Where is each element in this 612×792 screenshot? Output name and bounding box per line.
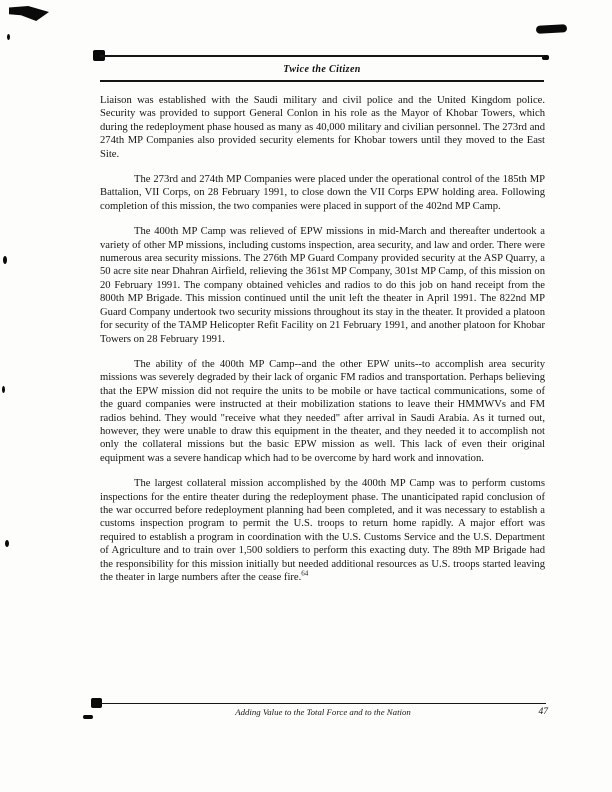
paragraph-5-text: The largest collateral mission accomplished by the 400th MP Camp was to perform customs inspections for the entire theater during the redeployment phase. The unanticipated rapid conclusion of the war occurred before redeployment planning had been completed, and it was necessary to establish a customs inspection program to permit the U.S. troops to return home rapidly. A major effort was required to establish a program in coordination with the U.S. Customs Service and the U.S. Department of Agriculture and to train over 1,500 soldiers to perform this exacting duty. The 89th MP Brigade had the responsibility for this mission initially but needed additional resources as U.S. troops started leaving the theater in large numbers after the cease fire. bbox=[100, 478, 545, 583]
paragraph-3: The 400th MP Camp was relieved of EPW missions in mid-March and thereafter undertook a variety of other MP missions, including customs inspection, area security, and law and order. There were numerous area security missions. The 276th MP Guard Company provided security at the ASP Quarry, a 50 acre site near Dhahran Airfield, relieving the 361st MP Company, 301st MP Camp, of this mission on 20 February 1991. The company obtained vehicles and radios to do this job on hand receipt from the 800th MP Brigade. This mission continued until the unit left the theater in April 1991. The 822nd MP Guard Company undertook two security missions throughout its stay in the theater. It provided a platoon for security of the TAMP Helicopter Refit Facility on 21 February 1991, and another platoon for Khobar Towers on 28 February 1991. bbox=[100, 226, 545, 345]
page-number: 47 bbox=[538, 707, 548, 717]
running-header-title: Twice the Citizen bbox=[283, 64, 361, 75]
footnote-reference: 64 bbox=[301, 569, 309, 578]
page-header bbox=[100, 55, 544, 82]
footer-rule bbox=[100, 703, 546, 704]
page-body bbox=[100, 94, 545, 584]
scan-artifact-speck bbox=[3, 256, 7, 264]
scan-artifact-speck bbox=[5, 540, 9, 547]
paragraph-4: The ability of the 400th MP Camp--and the other EPW units--to accomplish area security missions was severely degraded by their lack of organic FM radios and transportation. Perhaps believing that the EPW mission did not require the units to be mobile or have tactical communications, some of the guard companies were instructed at their mobilization stations to leave their HMMWVs and FM radios behind. They would "receive what they needed" after arrival in Saudi Arabia. As it turned out, however, they were unable to draw this equipment in the theater, and they needed it to accomplish not only the collateral missions but the basic EPW mission as well. This lack of even their original equipment was a severe handicap which had to be overcome by hard work and innovation. bbox=[100, 358, 545, 464]
running-footer-title: Adding Value to the Total Force and to the Nation bbox=[235, 707, 411, 717]
paragraph-2: The 273rd and 274th MP Companies were placed under the operational control of the 185th MP Battalion, VII Corps, on 28 February 1991, to close down the VII Corps EPW holding area. Following completion of this mission, the two companies were placed in support of the 402nd MP Camp. bbox=[100, 174, 545, 212]
scan-artifact-top-left bbox=[9, 6, 49, 21]
paragraph-5 bbox=[100, 477, 545, 584]
page-footer bbox=[100, 703, 546, 717]
paragraph-1: Liaison was established with the Saudi military and civil police and the United Kingdom police. Security was provided to support General Conlon in his role as the Mayor of Khobar Towers, which during the redeployment phase housed as many as 40,000 military and civilian personnel. The 273rd and 274th MP Companies also provided security elements for Khobar towers until they moved to the East Site. bbox=[100, 95, 545, 160]
footer-row bbox=[100, 706, 546, 717]
scan-artifact-top-right bbox=[536, 24, 567, 34]
scan-artifact-speck bbox=[2, 386, 5, 393]
scan-artifact-speck bbox=[7, 34, 10, 40]
scan-artifact-footer-dash bbox=[83, 715, 93, 719]
